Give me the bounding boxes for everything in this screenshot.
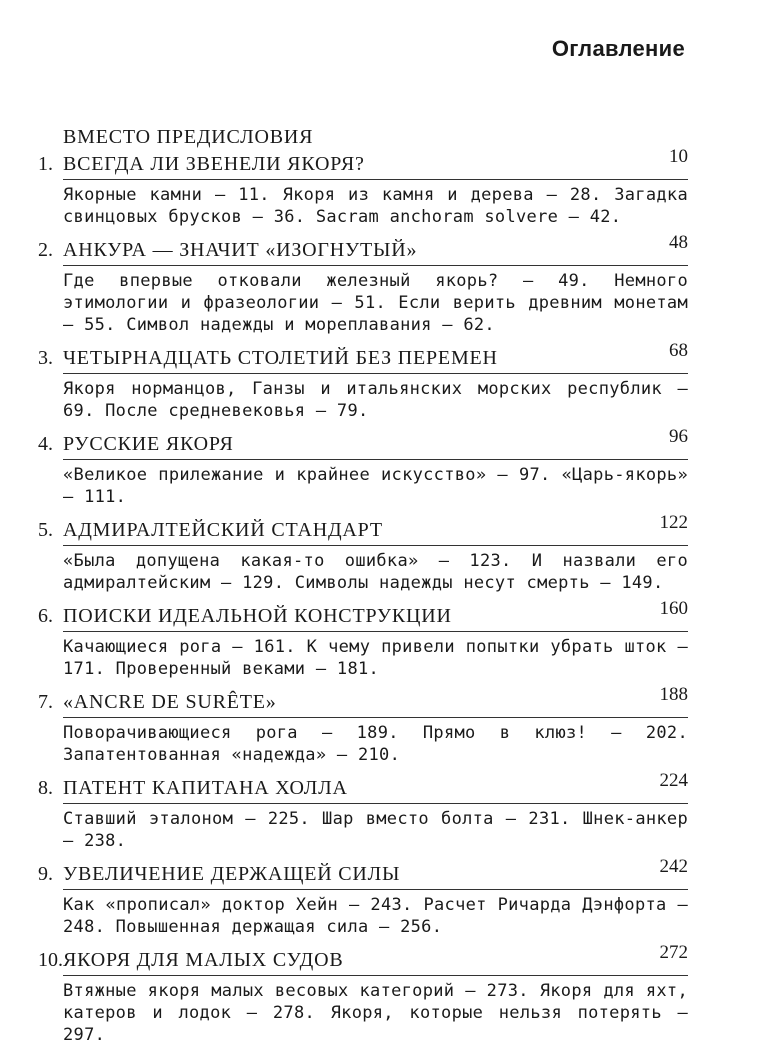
chapter-heading-row xyxy=(38,856,688,889)
chapter-title: ЧЕТЫРНАДЦАТЬ СТОЛЕТИЙ БЕЗ ПЕРЕМЕН xyxy=(63,347,498,369)
chapter-title: ПОИСКИ ИДЕАЛЬНОЙ КОНСТРУКЦИИ xyxy=(63,605,452,627)
chapter-entry xyxy=(38,856,688,946)
chapter-page-number: 160 xyxy=(659,598,688,619)
chapter-subsections: «Была допущена какая-то ошибка» — 123. И назвали его адмиралтейским — 129. Символы надежды несут смерть — 149. xyxy=(63,551,688,593)
chapter-heading-row xyxy=(38,340,688,373)
chapter-subsections: Ставший эталоном — 225. Шар вместо болта — 231. Шнек-анкер — 238. xyxy=(63,809,688,851)
chapter-divider xyxy=(63,265,688,266)
chapter-entry xyxy=(38,146,688,236)
chapter-title: ВСЕГДА ЛИ ЗВЕНЕЛИ ЯКОРЯ? xyxy=(63,153,365,175)
chapter-title: АНКУРА — ЗНАЧИТ «ИЗОГНУТЫЙ» xyxy=(63,239,418,261)
chapter-number: 10. xyxy=(38,949,63,971)
page-title: Оглавление xyxy=(551,36,685,61)
chapter-number: 7. xyxy=(38,691,53,713)
chapter-divider xyxy=(63,975,688,976)
chapter-divider xyxy=(63,179,688,180)
chapter-entry xyxy=(38,232,688,344)
chapter-heading-row xyxy=(38,232,688,265)
chapter-heading-row xyxy=(38,598,688,631)
chapter-page-number: 224 xyxy=(659,770,688,791)
chapter-page-number: 188 xyxy=(659,684,688,705)
chapter-entry xyxy=(38,770,688,860)
chapter-title: УВЕЛИЧЕНИЕ ДЕРЖАЩЕЙ СИЛЫ xyxy=(63,863,401,885)
chapter-number: 1. xyxy=(38,153,53,175)
chapter-title: РУССКИЕ ЯКОРЯ xyxy=(63,433,234,455)
chapter-page-number: 10 xyxy=(669,146,688,167)
chapter-entry xyxy=(38,942,688,1054)
chapter-title: АДМИРАЛТЕЙСКИЙ СТАНДАРТ xyxy=(63,519,383,541)
chapter-number: 8. xyxy=(38,777,53,799)
chapter-heading-row xyxy=(38,684,688,717)
chapter-subsections: Как «прописал» доктор Хейн — 243. Расчет Ричарда Дэнфорта — 248. Повышенная держащая сила — 256. xyxy=(63,895,688,937)
chapter-entry xyxy=(38,512,688,602)
chapter-entry xyxy=(38,684,688,774)
chapter-subsections: Якоря норманцов, Ганзы и итальянских морских республик — 69. После средневековья — 79. xyxy=(63,379,688,421)
chapter-subsections: Где впервые отковали железный якорь? — 49. Немного этимологии и фразеологии — 51. Если верить древним монетам — 55. Символ надежды и мореплавания — 62. xyxy=(63,271,688,335)
chapter-page-number: 272 xyxy=(659,942,688,963)
chapter-subsections: «Великое прилежание и крайнее искусство» — 97. «Царь-якорь» — 111. xyxy=(63,465,688,507)
chapter-page-number: 122 xyxy=(659,512,688,533)
chapter-page-number: 242 xyxy=(659,856,688,877)
chapter-divider xyxy=(63,373,688,374)
preface-entry: ВМЕСТО ПРЕДИСЛОВИЯ xyxy=(63,126,314,148)
chapter-heading-row xyxy=(38,770,688,803)
chapter-number: 9. xyxy=(38,863,53,885)
chapter-number: 2. xyxy=(38,239,53,261)
chapter-heading-row xyxy=(38,512,688,545)
chapter-list xyxy=(38,146,688,1054)
chapter-divider xyxy=(63,545,688,546)
chapter-divider xyxy=(63,803,688,804)
chapter-heading-row xyxy=(38,146,688,179)
chapter-subsections: Якорные камни — 11. Якоря из камня и дерева — 28. Загадка свинцовых брусков — 36. Sacram anchoram solvere — 42. xyxy=(63,185,688,227)
chapter-title: «ANCRE DE SURÊTE» xyxy=(63,691,277,713)
chapter-subsections: Качающиеся рога — 161. К чему привели попытки убрать шток — 171. Проверенный веками — 181. xyxy=(63,637,688,679)
chapter-entry xyxy=(38,426,688,516)
chapter-divider xyxy=(63,889,688,890)
table-of-contents xyxy=(38,124,688,1054)
chapter-page-number: 96 xyxy=(669,426,688,447)
chapter-title: ПАТЕНТ КАПИТАНА ХОЛЛА xyxy=(63,777,348,799)
chapter-divider xyxy=(63,459,688,460)
chapter-number: 4. xyxy=(38,433,53,455)
chapter-number: 3. xyxy=(38,347,53,369)
chapter-number: 6. xyxy=(38,605,53,627)
chapter-heading-row xyxy=(38,426,688,459)
chapter-subsections: Втяжные якоря малых весовых категорий — 273. Якоря для яхт, катеров и лодок — 278. Якоря, которые нельзя потерять — 297. xyxy=(63,981,688,1045)
chapter-subsections: Поворачивающиеся рога — 189. Прямо в клюз! — 202. Запатентованная «надежда» — 210. xyxy=(63,723,688,765)
chapter-page-number: 68 xyxy=(669,340,688,361)
chapter-divider xyxy=(63,717,688,718)
chapter-number: 5. xyxy=(38,519,53,541)
chapter-heading-row xyxy=(38,942,688,975)
chapter-page-number: 48 xyxy=(669,232,688,253)
chapter-entry xyxy=(38,598,688,688)
chapter-title: ЯКОРЯ ДЛЯ МАЛЫХ СУДОВ xyxy=(63,949,344,971)
chapter-entry xyxy=(38,340,688,430)
chapter-divider xyxy=(63,631,688,632)
